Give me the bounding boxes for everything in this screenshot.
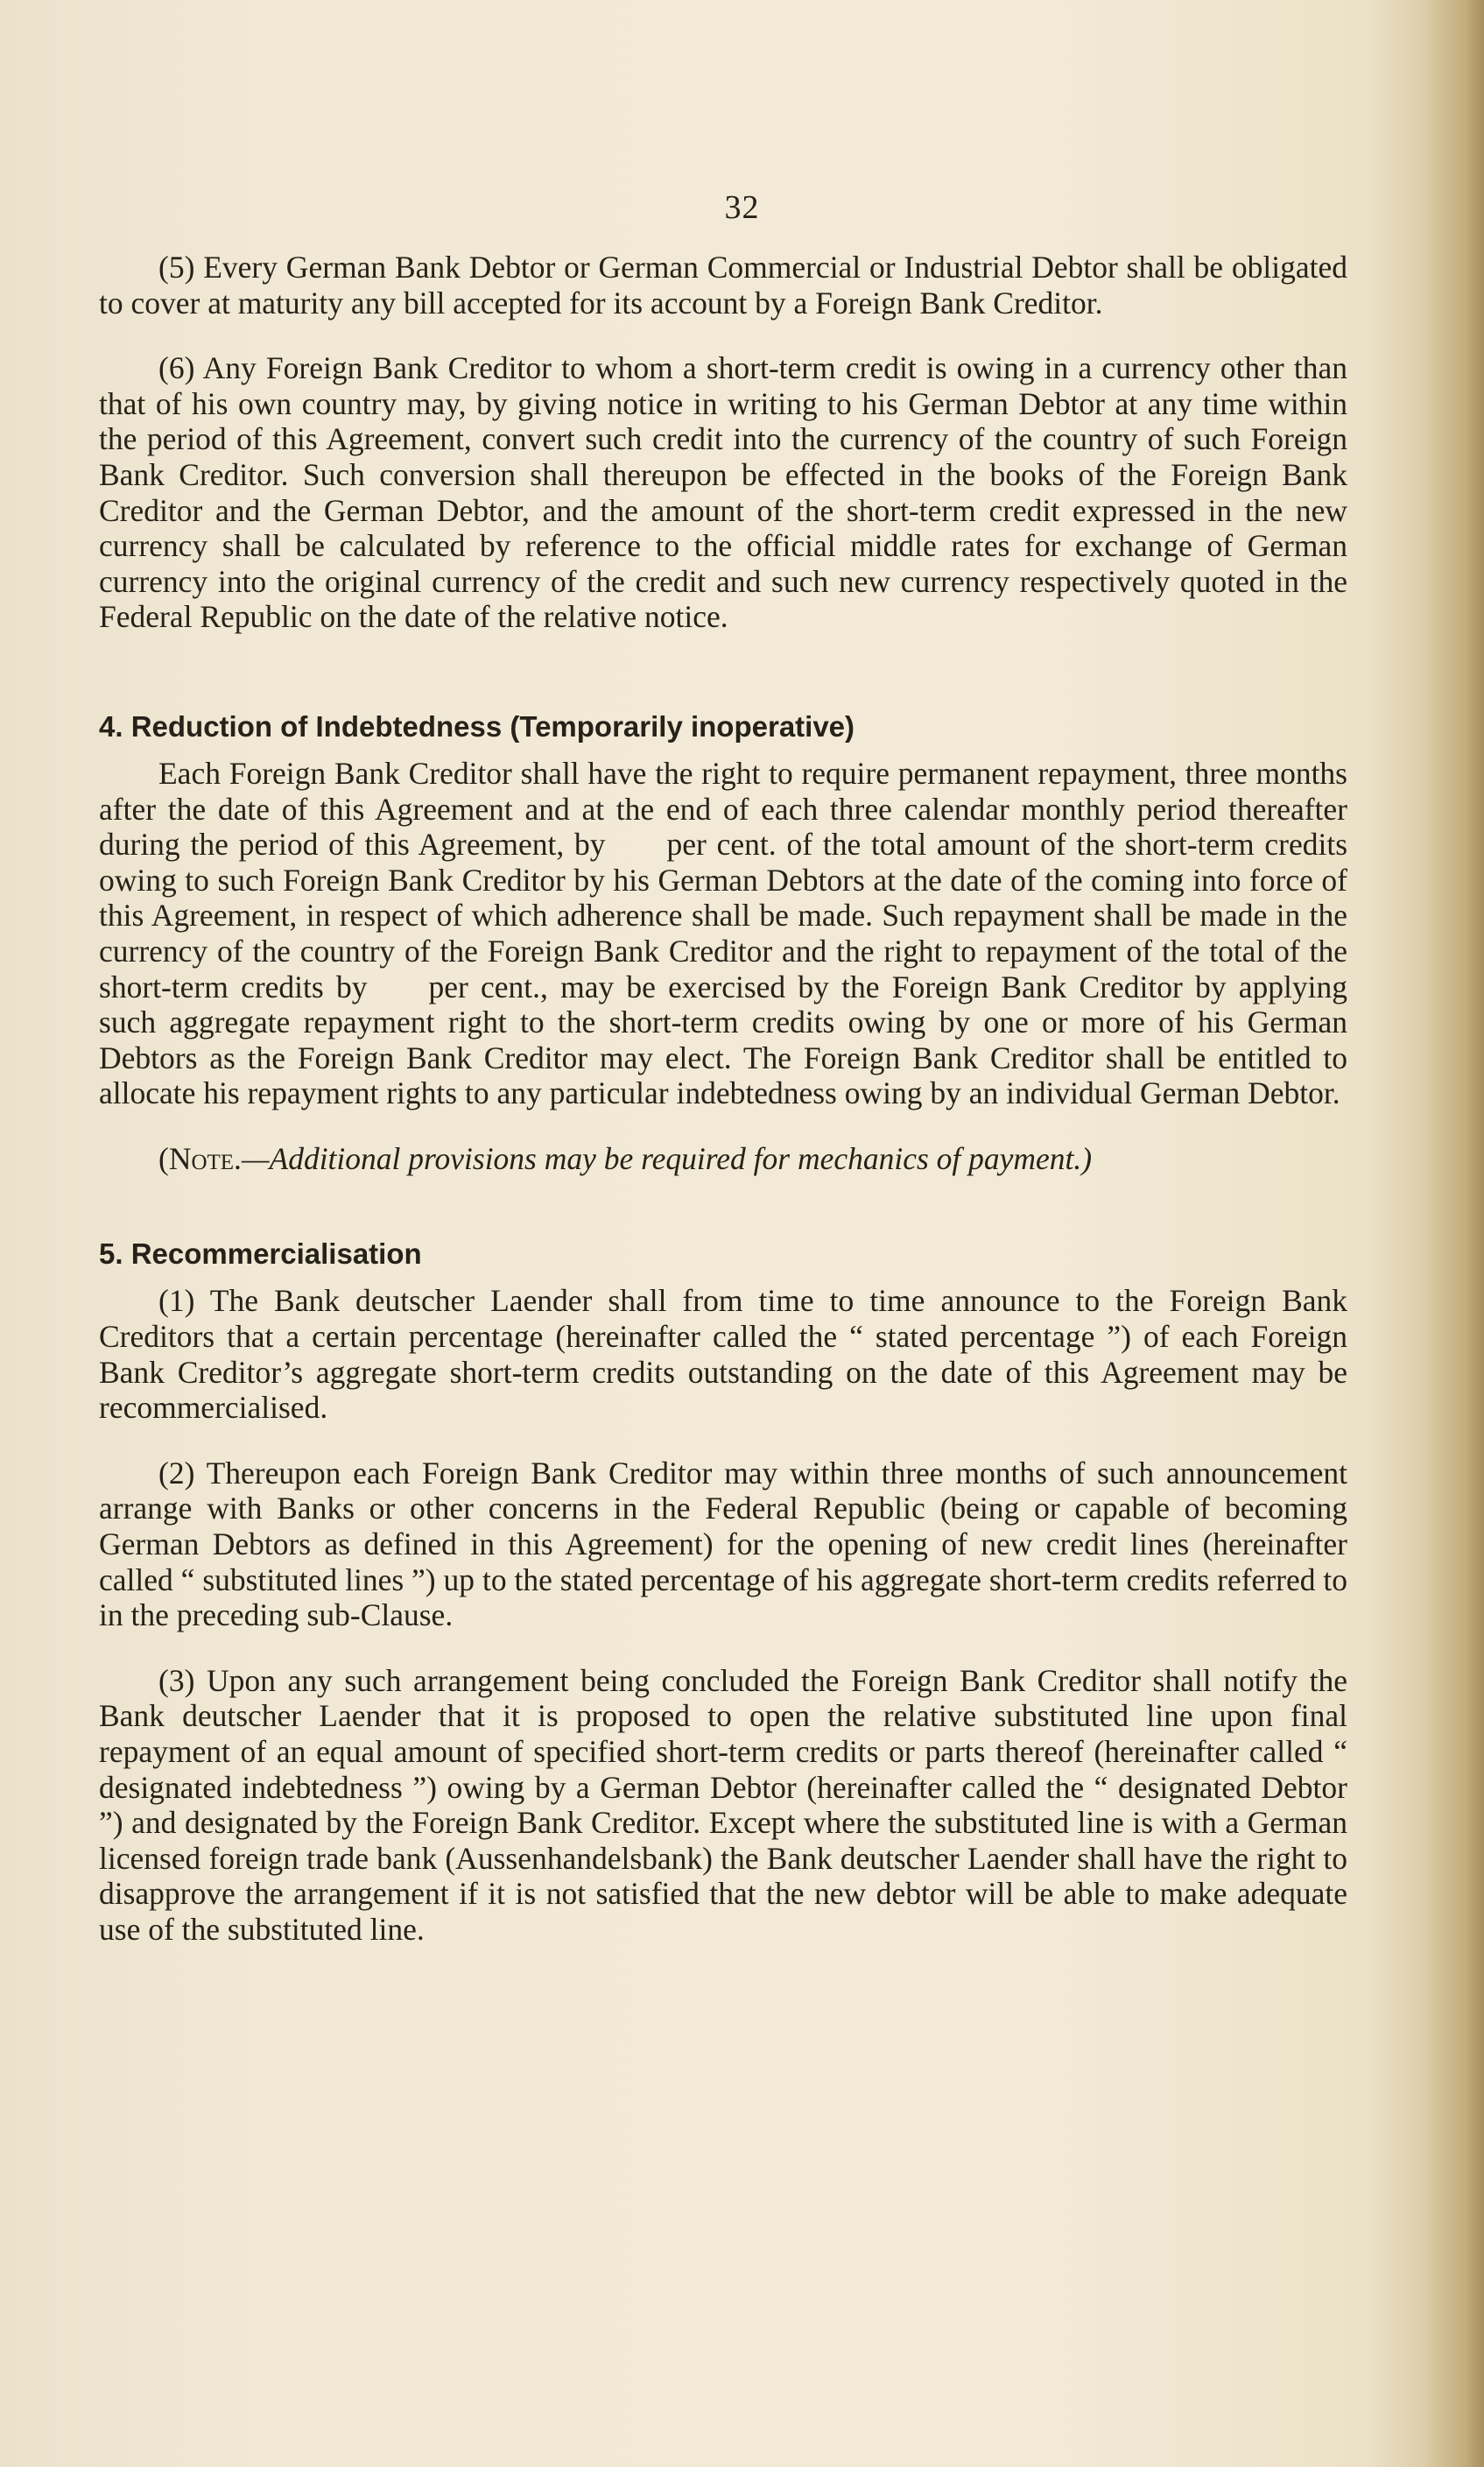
page-number: 32 [724, 189, 760, 226]
note-label: (Note. [158, 1140, 242, 1176]
paragraph-5-3: (3) Upon any such arrangement being concluded the Foreign Bank Creditor shall notify the Bank deutscher Laender that it is proposed to open the relative substituted line upon final repayment of an equal amount of specified short-term credits or parts thereof (hereinafter called “ designated indebtedness ”) owing by a German Debtor (hereinafter called the “ designated Debtor ”) and designated by the Foreign Bank Creditor. Except where the substituted line is with a German licensed foreign trade bank (Aussenhandelsbank) the Bank deutscher Laender shall have the right to disapprove the arrangement if it is not satisfied that the new debtor will be able to make adequate use of the substituted line. [99, 1662, 1347, 1947]
page-edge-shadow [1423, 0, 1484, 2467]
section-5-heading: 5. Recommercialisation [99, 1237, 422, 1271]
section-4-text-part3: per cent., may be exercised by the Foreign Bank Creditor by applying such aggregate repayment right to the short-term credits owing by one or more of his German Debtors as the Foreign Bank Creditor may elect. The Foreign Bank Creditor shall be entitled to allocate his repayment rights to any particular indebtedness owing by an individual German Debtor. [99, 969, 1347, 1111]
paragraph-5-1: (1) The Bank deutscher Laender shall from time to time announce to the Foreign Bank Creditors that a certain percentage (hereinafter called the “ stated percentage ”) of each Foreign Bank Creditor’s aggregate short-term credits outstanding on the date of this Agreement may be recommercialised. [99, 1283, 1347, 1426]
paragraph-3-6: (6) Any Foreign Bank Creditor to whom a short-term credit is owing in a currency other than that of his own country may, by giving notice in writing to his German Debtor at any time within the period of this Agreement, convert such credit into the currency of the country of such Foreign Bank Creditor. Such conversion shall thereupon be effected in the books of the Foreign Bank Creditor and the German Debtor, and the amount of the short-term credit expressed in the new currency shall be calculated by reference to the official middle rates for exchange of German currency into the original currency of the credit and such new currency respectively quoted in the Federal Republic on the date of the relative notice. [99, 350, 1347, 635]
section-4-body [99, 756, 1347, 1111]
note-text: —Additional provisions may be required for mechanics of payment.) [241, 1140, 1093, 1176]
section-4-note [99, 1141, 1347, 1177]
paragraph-3-5: (5) Every German Bank Debtor or German Commercial or Industrial Debtor shall be obligated to cover at maturity any bill accepted for its account by a Foreign Bank Creditor. [99, 250, 1347, 321]
section-4-text-part1: Each Foreign Bank Creditor shall have the right to require permanent repayment, three months after the date of this Agreement and at the end of each three calendar monthly period thereafter during the period of this Agreement, by [99, 755, 1347, 863]
section-4-heading: 4. Reduction of Indebtedness (Temporarily inoperative) [99, 709, 855, 743]
page-body [99, 250, 1347, 1977]
section-4-text-part2: per cent. of the total amount of the short-term credits owing to such Foreign Bank Creditor by his German Debtors at the date of the coming into force of this Agreement, in respect of which adherence shall be made. Such repayment shall be made in the currency of the country of the Foreign Bank Creditor and the right to repayment of the total of the short-term credits by [99, 827, 1348, 1004]
paragraph-5-2: (2) Thereupon each Foreign Bank Creditor may within three months of such announcement arrange with Banks or other concerns in the Federal Republic (being or capable of becoming German Debtors as defined in this Agreement) for the opening of new credit lines (hereinafter called “ substituted lines ”) up to the stated percentage of his aggregate short-term credits referred to in the preceding sub-Clause. [99, 1455, 1347, 1633]
